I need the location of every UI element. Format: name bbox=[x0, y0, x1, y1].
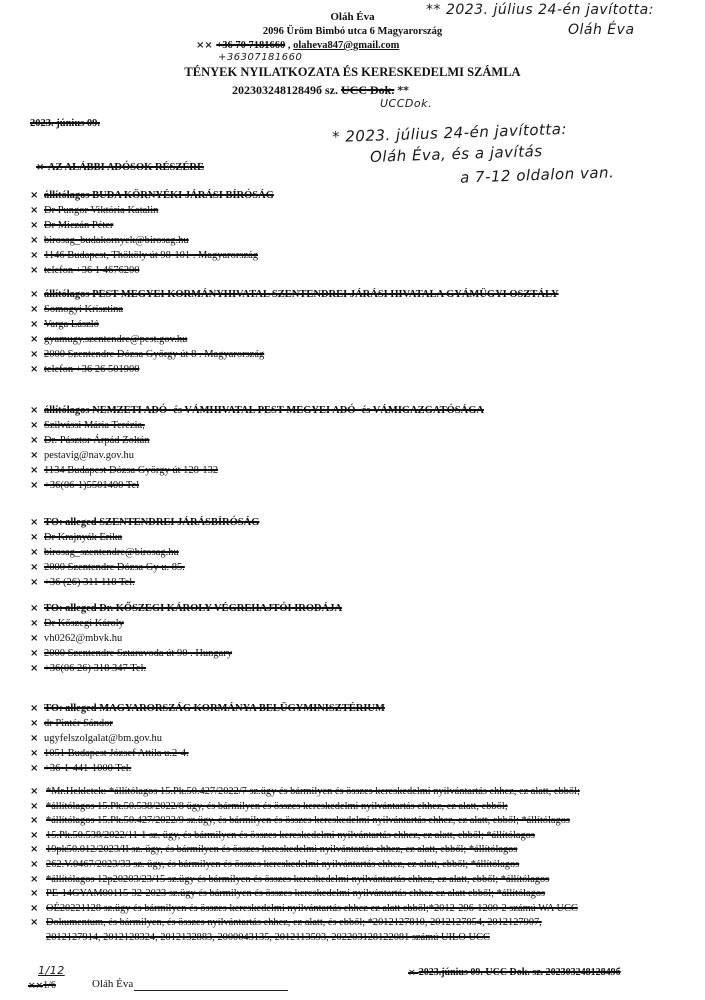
debtor-person: Dr Kőszegi Károly bbox=[44, 618, 124, 629]
debtor-person: Varga László bbox=[44, 319, 99, 330]
debtor-block-6: × TO: alleged MAGYARORSZÁG KORMÁNYA BELÜGYMINISZTÉRIUM × dr Pintér Sándor × ugyfelszolgalat@bm.gov.hu × 1051 Budapest József Attila u.2-4. × +36-1-441-1000 Tel. bbox=[30, 703, 385, 774]
case-line: 262.V.0467/2023/33 sz. ügy, és bármilyen és összes kereskedelmi nyilvántartás ehhez, ez alatt, ebből; *állítólagos bbox=[46, 858, 520, 870]
debtor-person: Dr. Pásztor Árpád Zoltán bbox=[44, 435, 150, 446]
handwritten-correction-mid-3: a 7-12 oldalon van. bbox=[459, 163, 615, 187]
document-number: 20230324812849б sz. bbox=[232, 83, 338, 97]
case-line: OÉ20221128 sz.ügy és bármilyen és összes kereskedelmi nyilvántartás ehhez ez alatt ebből;*2012-296-1209-2 számú WA UCC bbox=[46, 902, 578, 914]
debtor-block-3: × állítólagos NEMZETI ADÓ -és VÁMHIVATAL PEST MEGYEI ADÓ -és VÁMIGAZGATÓSÁGA × Szilvássi Mária Terézia, × Dr. Pásztor Árpád Zoltán × pestavig@nav.gov.hu × 1134 Budapest Dózsa György út 128-132 × +36(06-1)5501400 Tel bbox=[30, 405, 484, 491]
debtor-org: állítólagos NEMZETI ADÓ -és VÁMHIVATAL PEST MEGYEI ADÓ -és VÁMIGAZGATÓSÁGA bbox=[44, 405, 484, 416]
debtor-phone: +36 (26) 311 118 Tel. bbox=[44, 577, 135, 588]
debtor-person: Dr Pungor Viktória Katalin bbox=[44, 205, 159, 216]
page-number-old: 1/6 bbox=[43, 980, 56, 991]
case-line: *állítólagos 12p20203/23/15 sz.ügy és bármilyen és összes kereskedelmi nyilvántartás ehhez, ez alatt, ebből; *állítólagos bbox=[46, 873, 550, 885]
page-number-old-line: ××1/6 bbox=[28, 980, 56, 991]
case-line: *állítólagos 15.Pk.50.427/2022/9 sz.ügy, és bármilyen és összes kereskedelmi nyilvántartás ehhez, ez alatt, ebből; *állítólagos bbox=[46, 815, 570, 827]
correction-mark: ** bbox=[397, 84, 409, 97]
debtor-email: birosag_budakornyek@birosag.hu bbox=[44, 235, 189, 246]
debtor-address: 1051 Budapest József Attila u.2-4. bbox=[44, 748, 189, 759]
debtor-org: TO: alleged MAGYARORSZÁG KORMÁNYA BELÜGYMINISZTÉRIUM bbox=[44, 703, 385, 714]
debtor-phone: telefon +36 1 4676200 bbox=[44, 265, 140, 276]
ucc-old: UCC Dok. bbox=[341, 83, 395, 97]
handwritten-correction-mid-2: Oláh Éva, és a javítás bbox=[369, 141, 543, 167]
debtor-address: 2000 Szentendre Dózsa Gy u. 85. bbox=[44, 562, 185, 573]
debtor-person: Dr Krajnyák Erika bbox=[44, 532, 123, 543]
debtor-block-1: × állítólagos BUDA KÖRNYÉKI JÁRÁSI BÍRÓSÁG × Dr Pungor Viktória Katalin × Dr Miczán Péter × birosag_budakornyek@birosag.hu × 1146 Budapest, Thököly út 98-101 . Magyarország × telefon +36 1 4676200 bbox=[30, 190, 274, 276]
sender-email: olaheva847@gmail.com bbox=[293, 40, 400, 51]
document-number-line bbox=[232, 83, 409, 98]
footer-reference: × 2023.június 09. UCC Dok. sz. 20230324812849б bbox=[408, 967, 621, 978]
document-date: 2023. június 09. bbox=[30, 118, 101, 129]
debtor-block-4: × TO: alleged SZENTENDREI JÁRÁSBÍRÓSÁG × Dr Krajnyák Erika × birosag_szentendre@birosag.hu × 2000 Szentendre Dózsa Gy u. 85. × +36 (26) 311 118 Tel. bbox=[30, 517, 260, 588]
case-line: *állítólagos 15.Pk.50.538/2022/8 ügy, és bármilyen és összes kereskedelmi nyilvántartás ehhez, ez alatt, ebből; bbox=[46, 800, 508, 812]
debtor-email: ugyfelszolgalat@bm.gov.hu bbox=[44, 733, 163, 744]
sender-name: Oláh Éva bbox=[330, 11, 375, 23]
ucc-new: UCCDok. bbox=[380, 97, 432, 110]
phone-new: +36307181660 bbox=[218, 52, 303, 63]
debtor-person: Dr Miczán Péter bbox=[44, 220, 114, 231]
debtor-person: Szilvássi Mária Terézia, bbox=[44, 420, 145, 431]
debtor-org: TO: alleged Dr. KŐSZEGI KÁROLY VÉGREHAJTÓI IRODÁJA bbox=[44, 603, 343, 614]
debtor-org: állítólagos BUDA KÖRNYÉKI JÁRÁSI BÍRÓSÁG bbox=[44, 190, 274, 201]
case-line: 2012127914, 2012128324, 2012132883, 2000043135, 2012113593, 202203128122081 számú UILO UCC bbox=[46, 931, 490, 943]
signature-line bbox=[134, 990, 288, 991]
case-line: 19pk50.012/2023/II sz. ügy, és bármilyen és összes kereskedelmi nyilvántartás ehhez, ez alatt, ebből; *állítólagos bbox=[46, 844, 518, 856]
debtor-address: 2000 Szentendre Sztaravoda út 90 . Hungary bbox=[44, 648, 233, 659]
debtor-phone: telefon +36 26 501900 bbox=[44, 364, 140, 375]
debtor-address: 1146 Budapest, Thököly út 98-101 . Magyarország bbox=[44, 250, 259, 261]
contact-line: ×× +36 70 7181660 , olaheva847@gmail.com bbox=[196, 40, 400, 51]
case-reference-paragraph: × *Mr.Hekletek: *állítólagos 15.Pk.50.427/2022/7 sz.ügy és bármilyen és összes kereskedelmi nyilvántartás ehhez, ez alatt, ebből; × *állítólagos 15.Pk.50.538/2022/8 ügy, és bármilyen és összes kereskedelmi nyilvántartás ehhez, ez alatt, ebből; × *állítólagos 15.Pk.50.427/2022/9 sz.ügy, és bármilyen és összes kereskedelmi nyilvántartás ehhez, ez alatt, ebből; *állítólagos × 15.Pk.50.538/2022/11-1 sz. ügy, és bármilyen és összes kereskedelmi nyilvántartás ehhez, ez alatt, ebből; *állítólagos × 19pk50.012/2023/II sz. ügy, és bármilyen és összes kereskedelmi nyilvántartás ehhez, ez alatt, ebből; *állítólagos × 262.V.0467/2023/33 sz. ügy, és bármilyen és összes kereskedelmi nyilvántartás ehhez, ez alatt, ebből; *állítólagos × *állítólagos 12p20203/23/15 sz.ügy és bármilyen és összes kereskedelmi nyilvántartás ehhez, ez alatt, ebből; *állítólagos × PE-14GYAM00115-32-2023 sz.ügy és bármilyen és összes kereskedelmi nyilvántartás ehhez ez alatt ebből; *állítólagos × OÉ20221128 sz.ügy és bármilyen és összes kereskedelmi nyilvántartás ehhez ez alatt ebből;*2012-296-1209-2 számú WA UCC × Dokumentum, és bármilyen, és összes nyilvántartás ehhez, ez alatt, és ebből; *2012127810, 2012127854, 2012127907, 2012127914, 2012128324, 2012132883, 2000043135, 2012113593, 202203128122081 számú UILO UCC bbox=[30, 786, 580, 943]
debtor-address: 1134 Budapest Dózsa György út 128-132 bbox=[44, 465, 219, 476]
debtor-org: állítólagos PEST MEGYEI KORMÁNYHIVATAL SZENTENDREI JÁRÁSI HIVATALA GYÁMÜGYI OSZTÁLY bbox=[44, 289, 559, 300]
debtor-phone: +36(06 26) 318 347 Tel. bbox=[44, 663, 147, 674]
handwritten-correction-mid-1: * 2023. július 24-én javította: bbox=[331, 119, 568, 147]
handwritten-correction-top-2: Oláh Éva bbox=[568, 22, 635, 38]
debtor-block-2: × állítólagos PEST MEGYEI KORMÁNYHIVATAL SZENTENDREI JÁRÁSI HIVATALA GYÁMÜGYI OSZTÁLY × Somogyi Krisztina × Varga László × gyamugy.szentendre@pest.gov.hu × 2000 Szentendre Dózsa György út 8 . Magyarország × telefon +36 26 501900 bbox=[30, 289, 559, 375]
page-number-new: 1/12 bbox=[38, 964, 65, 977]
debtor-phone: +36(06-1)5501400 Tel bbox=[44, 480, 140, 491]
debtor-email: gyamugy.szentendre@pest.gov.hu bbox=[44, 334, 188, 345]
signature-name: Oláh Éva bbox=[92, 978, 134, 990]
debtor-email: vh0262@mbvk.hu bbox=[44, 633, 123, 644]
phone-old: +36 70 7181660 bbox=[216, 40, 286, 51]
debtor-phone: +36-1-441-1000 Tel. bbox=[44, 763, 132, 774]
debtor-address: 2000 Szentendre Dózsa György út 8 . Magyarország bbox=[44, 349, 265, 360]
debtor-org: TO: alleged SZENTENDREI JÁRÁSBÍRÓSÁG bbox=[44, 517, 260, 528]
debtor-email: birosag_szentendre@birosag.hu bbox=[44, 547, 179, 558]
case-line: Dokumentum, és bármilyen, és összes nyilvántartás ehhez, ez alatt, és ebből; *2012127810, 2012127854, 2012127907, bbox=[46, 917, 542, 929]
debtor-person: Somogyi Krisztina bbox=[44, 304, 124, 315]
sender-address: 2096 Üröm Bimbó utca 6 Magyarország bbox=[262, 26, 443, 37]
case-line: PE-14GYAM00115-32-2023 sz.ügy és bármilyen és összes kereskedelmi nyilvántartás ehhez ez alatt ebből; *állítólagos bbox=[46, 888, 546, 900]
debtor-email: pestavig@nav.gov.hu bbox=[44, 450, 134, 461]
debtor-person: dr Pintér Sándor bbox=[44, 718, 113, 729]
document-title: TÉNYEK NYILATKOZATA ÉS KERESKEDELMI SZÁMLA bbox=[184, 65, 521, 79]
case-line: *Mr.Hekletek: *állítólagos 15.Pk.50.427/2022/7 sz.ügy és bármilyen és összes kereskedelmi nyilvántartás ehhez, ez alatt, ebből; bbox=[46, 786, 580, 797]
debtor-block-5: × TO: alleged Dr. KŐSZEGI KÁROLY VÉGREHAJTÓI IRODÁJA × Dr Kőszegi Károly × vh0262@mbvk.hu × 2000 Szentendre Sztaravoda út 90 . Hungary × +36(06 26) 318 347 Tel. bbox=[30, 603, 343, 674]
section-title: × AZ ALÁBBI ADÓSOK RÉSZÉRE bbox=[36, 162, 204, 173]
case-line: 15.Pk.50.538/2022/11-1 sz. ügy, és bármilyen és összes kereskedelmi nyilvántartás ehhez, ez alatt, ebből; *állítólagos bbox=[46, 829, 535, 841]
handwritten-correction-top-1: ** 2023. július 24-én javította: bbox=[426, 2, 654, 18]
